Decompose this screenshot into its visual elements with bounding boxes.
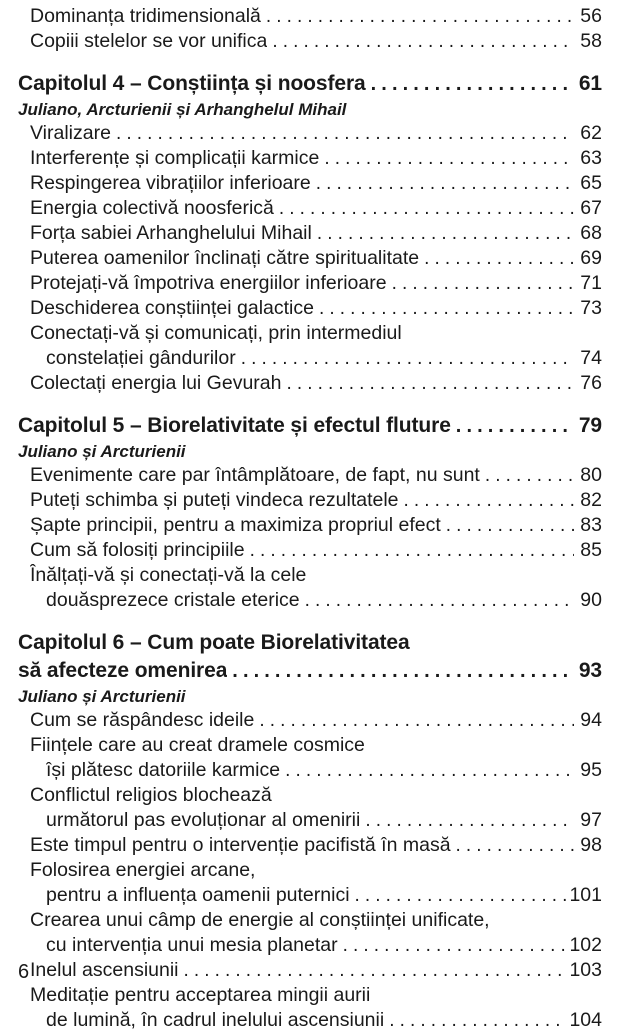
toc-entry-row[interactable] <box>30 171 602 196</box>
leader-dots <box>286 377 574 397</box>
leader-dots <box>319 302 574 322</box>
toc-entry-row[interactable] <box>30 783 602 808</box>
toc-page-number: 103 <box>569 958 602 983</box>
toc-chapter-title: să afecteze omenirea <box>18 657 227 685</box>
leader-dots <box>305 594 574 614</box>
toc-byline: Juliano și Arcturienii <box>18 440 602 463</box>
toc-entry-title: Respingerea vibrațiilor inferioare <box>30 171 311 196</box>
toc-page-number: 58 <box>576 29 602 54</box>
toc-entry-title: douăsprezece cristale eterice <box>46 588 300 613</box>
toc-entry-title: Forța sabiei Arhanghelului Mihail <box>30 221 312 246</box>
toc-entry-title: de lumină, în cadrul inelului ascensiunii <box>46 1008 384 1033</box>
leader-dots <box>355 889 568 909</box>
toc-page-number: 97 <box>576 808 602 833</box>
toc-entry-row[interactable] <box>30 371 602 396</box>
toc-page-number: 68 <box>576 221 602 246</box>
toc-entry-row[interactable] <box>30 146 602 171</box>
leader-dots <box>316 177 574 197</box>
toc-entry-row[interactable] <box>30 221 602 246</box>
toc-entry-row[interactable] <box>30 513 602 538</box>
toc-entry-row[interactable] <box>30 271 602 296</box>
toc-entry-title: cu intervenția unui mesia planetar <box>46 933 338 958</box>
toc-entry-title: Cum să folosiți principiile <box>30 538 245 563</box>
toc-entry-title: Folosirea energiei arcane, <box>30 858 255 883</box>
leader-dots <box>404 494 574 514</box>
toc-page-number: 69 <box>576 246 602 271</box>
leader-dots <box>116 127 574 147</box>
toc-page-number: 74 <box>576 346 602 371</box>
leader-dots <box>259 714 574 734</box>
toc-entry-title: Evenimente care par întâmplătoare, de fapt, nu sunt <box>30 463 480 488</box>
toc-page-number: 65 <box>576 171 602 196</box>
toc-byline: Juliano, Arcturienii și Arhanghelul Mihail <box>18 98 602 121</box>
toc-entry-row[interactable] <box>30 296 602 321</box>
toc-entry-title: Ființele care au creat dramele cosmice <box>30 733 365 758</box>
leader-dots <box>446 519 574 539</box>
toc-chapter-row[interactable] <box>18 70 602 98</box>
leader-dots <box>365 814 574 834</box>
toc-entry-title: Viralizare <box>30 121 111 146</box>
leader-dots <box>232 664 574 685</box>
toc-entry-row[interactable] <box>30 29 602 54</box>
leader-dots <box>324 152 574 172</box>
leader-dots <box>317 227 574 247</box>
toc-entry-row[interactable] <box>46 588 602 613</box>
leader-dots <box>266 10 574 30</box>
toc-page-number: 56 <box>576 4 602 29</box>
toc-entry-title: Energia colectivă noosferică <box>30 196 274 221</box>
toc-entry-row[interactable] <box>46 1008 602 1033</box>
toc-page-number: 80 <box>576 463 602 488</box>
toc-entry-title: Cum se răspândesc ideile <box>30 708 254 733</box>
toc-page-number: 102 <box>569 933 602 958</box>
toc-page-number: 101 <box>569 883 602 908</box>
toc-entry-title: Este timpul pentru o intervenție pacifistă în masă <box>30 833 451 858</box>
toc-entry-title: Dominanța tridimensională <box>30 4 261 29</box>
toc-entry-title: Crearea unui câmp de energie al conștiinței unificate, <box>30 908 490 933</box>
toc-entry-row[interactable] <box>46 883 602 908</box>
toc-entry-row[interactable] <box>30 833 602 858</box>
toc-byline: Juliano și Arcturienii <box>18 685 602 708</box>
toc-entry-title: Interferențe și complicații karmice <box>30 146 319 171</box>
toc-page-number: 73 <box>576 296 602 321</box>
toc-entry-title: Meditație pentru acceptarea mingii aurii <box>30 983 370 1008</box>
toc-entry-row[interactable] <box>30 563 602 588</box>
toc-entry-title: Copiii stelelor se vor unifica <box>30 29 267 54</box>
toc-entry-title: Înălțați-vă și conectați-vă la cele <box>30 563 306 588</box>
leader-dots <box>392 277 574 297</box>
toc-page-number: 94 <box>576 708 602 733</box>
toc-chapter-title: Capitolul 6 – Cum poate Biorelativitatea <box>18 629 410 657</box>
toc-entry-row[interactable] <box>46 758 602 783</box>
toc-page-number: 83 <box>576 513 602 538</box>
toc-entry-title: Protejați-vă împotriva energiilor inferioare <box>30 271 387 296</box>
toc-entry-row[interactable] <box>30 908 602 933</box>
toc-entry-row[interactable] <box>30 321 602 346</box>
leader-dots <box>241 352 574 372</box>
toc-entry-title: Puterea oamenilor înclinați către spiritualitate <box>30 246 419 271</box>
toc-page-number: 71 <box>576 271 602 296</box>
toc-entry-row[interactable] <box>30 246 602 271</box>
toc-page-number: 67 <box>576 196 602 221</box>
toc-chapter-row[interactable] <box>18 657 602 685</box>
toc-page-number: 104 <box>569 1008 602 1033</box>
toc-entry-row[interactable] <box>46 346 602 371</box>
toc-chapter-title: Capitolul 5 – Biorelativitate și efectul fluture <box>18 412 451 440</box>
toc-entry-title: constelației gândurilor <box>46 346 236 371</box>
toc-page-number: 98 <box>576 833 602 858</box>
toc-entry-row[interactable] <box>46 808 602 833</box>
toc-entry-title: își plătesc datoriile karmice <box>46 758 280 783</box>
leader-dots <box>371 77 574 98</box>
toc-list <box>18 0 602 1033</box>
leader-dots <box>456 839 574 859</box>
toc-entry-title: Conflictul religios blochează <box>30 783 272 808</box>
toc-entry-row[interactable] <box>30 4 602 29</box>
toc-entry-row[interactable] <box>30 958 602 983</box>
toc-chapter-row[interactable] <box>18 412 602 440</box>
toc-entry-row[interactable] <box>30 538 602 563</box>
leader-dots <box>272 35 574 55</box>
toc-page-number: 95 <box>576 758 602 783</box>
toc-entry-row[interactable] <box>30 733 602 758</box>
toc-page-number: 82 <box>576 488 602 513</box>
page-folio: 6 <box>18 961 29 984</box>
toc-page-number: 62 <box>576 121 602 146</box>
toc-page-number: 63 <box>576 146 602 171</box>
toc-entry-title: pentru a influența oamenii puternici <box>46 883 350 908</box>
toc-entry-title: Puteți schimba și puteți vindeca rezultatele <box>30 488 399 513</box>
leader-dots <box>250 544 574 564</box>
toc-entry-title: Conectați-vă și comunicați, prin intermediul <box>30 321 402 346</box>
leader-dots <box>456 419 574 440</box>
toc-chapter-title: Capitolul 4 – Conștiința și noosfera <box>18 70 366 98</box>
toc-entry-row[interactable] <box>30 121 602 146</box>
toc-entry-row[interactable] <box>30 463 602 488</box>
toc-entry-row[interactable] <box>30 488 602 513</box>
toc-entry-title: Deschiderea conștiinței galactice <box>30 296 314 321</box>
toc-entry-row[interactable] <box>30 708 602 733</box>
toc-page-number: 90 <box>576 588 602 613</box>
toc-page-number: 79 <box>576 412 602 440</box>
toc-page-number: 76 <box>576 371 602 396</box>
toc-section-gap <box>18 396 602 412</box>
leader-dots <box>184 964 568 984</box>
toc-chapter-row[interactable] <box>18 629 602 657</box>
toc-section-gap <box>18 613 602 629</box>
toc-entry-title: Colectați energia lui Gevurah <box>30 371 281 396</box>
leader-dots <box>424 252 574 272</box>
toc-entry-row[interactable] <box>46 933 602 958</box>
toc-entry-row[interactable] <box>30 858 602 883</box>
leader-dots <box>389 1014 567 1033</box>
toc-entry-row[interactable] <box>30 196 602 221</box>
toc-entry-title: următorul pas evoluționar al omenirii <box>46 808 360 833</box>
toc-entry-row[interactable] <box>30 983 602 1008</box>
leader-dots <box>279 202 574 222</box>
toc-page-number: 85 <box>576 538 602 563</box>
toc-page-number: 93 <box>576 657 602 685</box>
toc-section-gap <box>18 54 602 70</box>
leader-dots <box>285 764 574 784</box>
toc-entry-title: Inelul ascensiunii <box>30 958 179 983</box>
leader-dots <box>485 469 574 489</box>
toc-entry-title: Șapte principii, pentru a maximiza propriul efect <box>30 513 441 538</box>
leader-dots <box>343 939 568 959</box>
toc-page-number: 61 <box>576 70 602 98</box>
